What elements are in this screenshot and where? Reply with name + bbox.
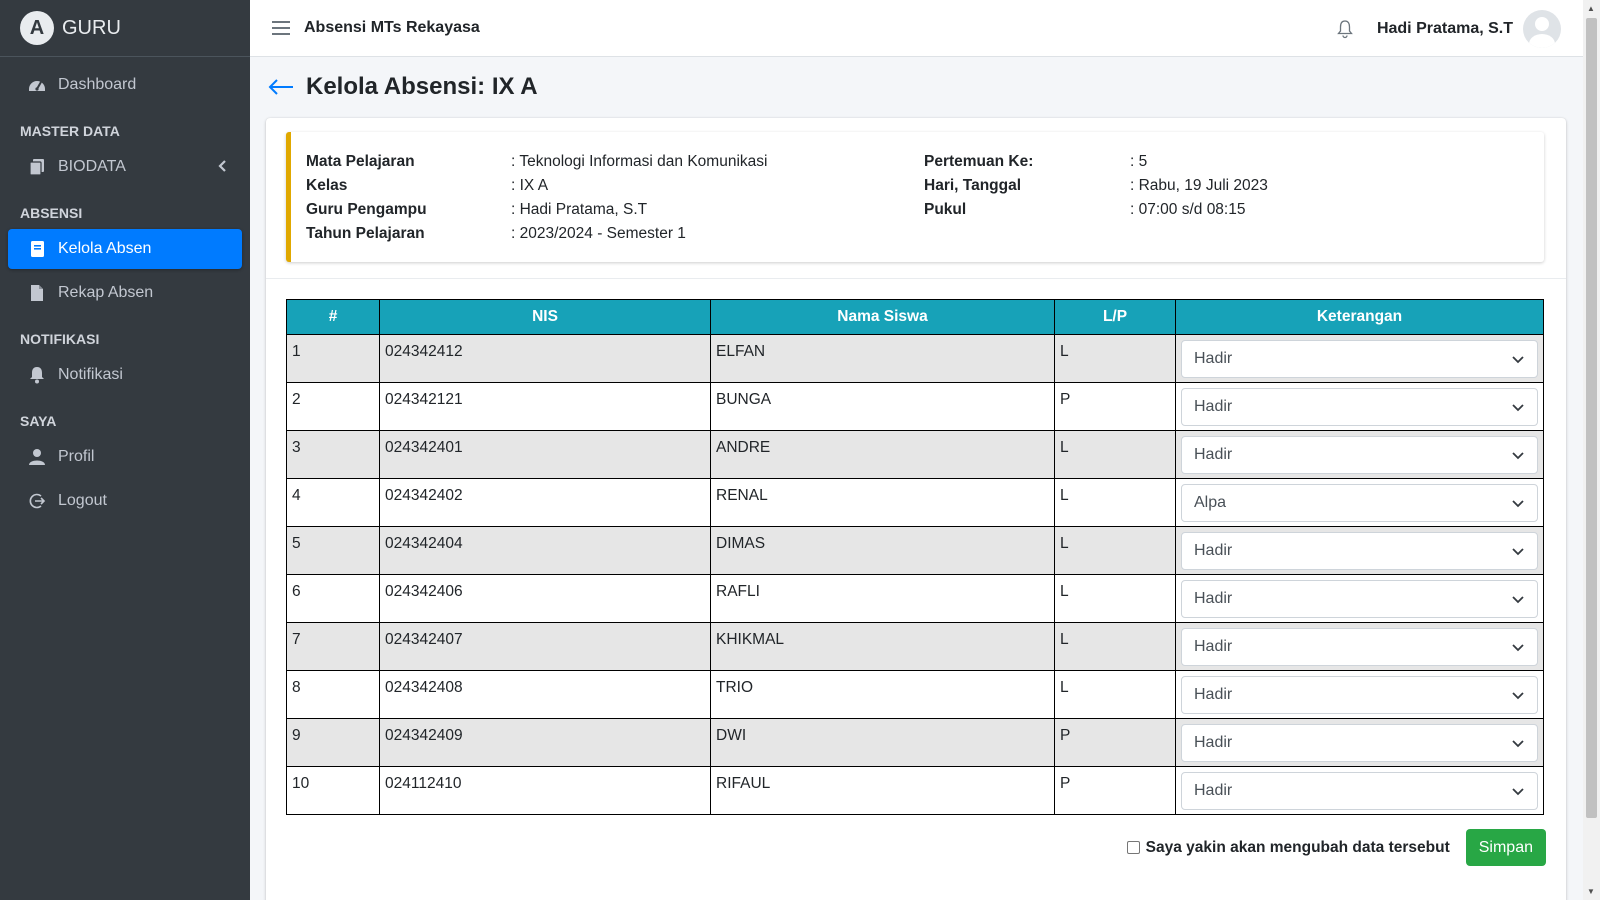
chevron-down-icon xyxy=(1511,496,1525,510)
bell-icon xyxy=(28,366,46,384)
cell-lp: L xyxy=(1055,479,1176,527)
col-header-nis: NIS xyxy=(380,300,711,335)
cell-nis: 024342401 xyxy=(380,431,711,479)
sidebar-item-kelola-absen[interactable] xyxy=(8,229,242,269)
app-title: Absensi MTs Rekayasa xyxy=(304,19,480,36)
cell-nis: 024342409 xyxy=(380,719,711,767)
col-header-lp: L/P xyxy=(1055,300,1176,335)
cell-lp: P xyxy=(1055,719,1176,767)
back-arrow-icon[interactable] xyxy=(268,74,294,100)
keterangan-select[interactable] xyxy=(1181,676,1538,714)
sidebar-item-dashboard[interactable] xyxy=(8,65,242,105)
cell-nis: 024342407 xyxy=(380,623,711,671)
select-value: Hadir xyxy=(1194,782,1233,799)
topbar-right xyxy=(1335,0,1561,57)
chevron-down-icon xyxy=(1511,592,1525,606)
cell-nama: BUNGA xyxy=(711,383,1055,431)
cell-lp: L xyxy=(1055,527,1176,575)
sidebar-item-profil[interactable] xyxy=(8,437,242,477)
info-value: : IX A xyxy=(511,177,549,194)
sidebar-section-notifikasi: NOTIFIKASI xyxy=(20,331,100,347)
sidebar-section-master-data: MASTER DATA xyxy=(20,123,120,139)
info-label: Tahun Pelajaran xyxy=(306,225,425,242)
table-row xyxy=(287,383,1544,431)
notification-bell-icon[interactable] xyxy=(1335,19,1355,39)
keterangan-select[interactable] xyxy=(1181,340,1538,378)
table-row xyxy=(287,479,1544,527)
info-value: : Hadi Pratama, S.T xyxy=(511,201,648,218)
file-icon xyxy=(28,284,46,302)
cell-no: 1 xyxy=(287,335,380,383)
col-header-keterangan: Keterangan xyxy=(1176,300,1544,335)
sidebar-item-logout[interactable] xyxy=(8,481,242,521)
cell-nama: DWI xyxy=(711,719,1055,767)
select-value: Hadir xyxy=(1194,686,1233,703)
menu-icon[interactable] xyxy=(272,21,290,35)
user-icon xyxy=(28,448,46,466)
info-left xyxy=(306,150,767,246)
info-label: Guru Pengampu xyxy=(306,201,427,218)
cell-nis: 024342408 xyxy=(380,671,711,719)
sidebar-section-absensi: ABSENSI xyxy=(20,205,83,221)
chevron-left-icon xyxy=(218,159,228,175)
sidebar-item-label: Kelola Absen xyxy=(58,240,152,257)
brand[interactable] xyxy=(0,0,250,57)
topbar xyxy=(250,0,1583,57)
col-header-no: # xyxy=(287,300,380,335)
page-title: Kelola Absensi: IX A xyxy=(306,73,538,100)
page-scrollbar[interactable] xyxy=(1583,0,1600,900)
info-label: Pukul xyxy=(924,201,967,218)
table-row xyxy=(287,527,1544,575)
save-button[interactable]: Simpan xyxy=(1466,829,1546,866)
scrollbar-thumb[interactable] xyxy=(1586,18,1597,818)
cell-no: 8 xyxy=(287,671,380,719)
table-row xyxy=(287,623,1544,671)
cell-lp: L xyxy=(1055,431,1176,479)
info-value: : 07:00 s/d 08:15 xyxy=(1130,201,1246,218)
cell-no: 9 xyxy=(287,719,380,767)
table-row xyxy=(287,719,1544,767)
info-value: : Rabu, 19 Juli 2023 xyxy=(1130,177,1268,194)
keterangan-select[interactable] xyxy=(1181,772,1538,810)
confirm-label[interactable]: Saya yakin akan mengubah data tersebut xyxy=(1145,838,1450,856)
cell-no: 6 xyxy=(287,575,380,623)
cell-nis: 024342404 xyxy=(380,527,711,575)
user-name[interactable]: Hadi Pratama, S.T xyxy=(1376,19,1513,37)
cell-no: 10 xyxy=(287,767,380,815)
cell-lp: L xyxy=(1055,335,1176,383)
chevron-down-icon xyxy=(1511,544,1525,558)
chevron-down-icon xyxy=(1511,784,1525,798)
sidebar xyxy=(0,0,250,900)
logout-icon xyxy=(28,492,46,510)
page-header xyxy=(250,57,1583,117)
sidebar-section-saya: SAYA xyxy=(20,413,57,429)
book-icon xyxy=(28,240,46,258)
table-row xyxy=(287,431,1544,479)
sidebar-item-label: Logout xyxy=(58,492,107,509)
sidebar-item-label: BIODATA xyxy=(58,158,126,175)
select-value: Alpa xyxy=(1194,494,1227,511)
info-label: Pertemuan Ke: xyxy=(924,153,1034,170)
keterangan-select[interactable] xyxy=(1181,388,1538,426)
attendance-card xyxy=(266,118,1566,900)
info-label: Hari, Tanggal xyxy=(924,177,1022,194)
chevron-down-icon xyxy=(1511,352,1525,366)
info-label: Mata Pelajaran xyxy=(306,153,415,170)
info-value: : 2023/2024 - Semester 1 xyxy=(511,225,686,242)
select-value: Hadir xyxy=(1194,398,1233,415)
cell-lp: P xyxy=(1055,383,1176,431)
cell-nis: 024342402 xyxy=(380,479,711,527)
cell-nama: RAFLI xyxy=(711,575,1055,623)
cell-nama: RENAL xyxy=(711,479,1055,527)
attendance-table xyxy=(286,299,1544,815)
cell-no: 4 xyxy=(287,479,380,527)
table-row xyxy=(287,335,1544,383)
table-row xyxy=(287,671,1544,719)
avatar[interactable] xyxy=(1523,10,1561,48)
select-value: Hadir xyxy=(1194,590,1233,607)
sidebar-item-notifikasi[interactable] xyxy=(8,355,242,395)
cell-lp: L xyxy=(1055,575,1176,623)
sidebar-item-biodata[interactable] xyxy=(8,147,242,187)
cell-nis: 024112410 xyxy=(380,767,711,815)
divider xyxy=(266,278,1566,279)
cell-nis: 024342406 xyxy=(380,575,711,623)
chevron-down-icon xyxy=(1511,640,1525,654)
copy-icon xyxy=(28,158,46,176)
scroll-up-arrow-icon[interactable]: ▲ xyxy=(1587,4,1595,13)
cell-no: 7 xyxy=(287,623,380,671)
select-value: Hadir xyxy=(1194,734,1233,751)
keterangan-select[interactable] xyxy=(1181,628,1538,666)
cell-nama: ELFAN xyxy=(711,335,1055,383)
sidebar-item-rekap-absen[interactable] xyxy=(8,273,242,313)
chevron-down-icon xyxy=(1511,448,1525,462)
info-value: : 5 xyxy=(1130,153,1148,170)
info-label: Kelas xyxy=(306,177,348,194)
info-right xyxy=(924,150,1268,222)
info-value: : Teknologi Informasi dan Komunikasi xyxy=(511,153,768,170)
cell-nama: RIFAUL xyxy=(711,767,1055,815)
keterangan-select[interactable] xyxy=(1181,436,1538,474)
sidebar-item-label: Profil xyxy=(58,448,95,465)
cell-lp: L xyxy=(1055,623,1176,671)
table-row xyxy=(287,767,1544,815)
cell-nama: KHIKMAL xyxy=(711,623,1055,671)
cell-no: 5 xyxy=(287,527,380,575)
brand-name: GURU xyxy=(62,16,121,39)
cell-no: 2 xyxy=(287,383,380,431)
cell-nis: 024342121 xyxy=(380,383,711,431)
cell-nama: ANDRE xyxy=(711,431,1055,479)
col-header-nama: Nama Siswa xyxy=(711,300,1055,335)
select-value: Hadir xyxy=(1194,638,1233,655)
cell-nama: TRIO xyxy=(711,671,1055,719)
table-row xyxy=(287,575,1544,623)
sidebar-item-label: Dashboard xyxy=(58,76,137,93)
cell-no: 3 xyxy=(287,431,380,479)
form-footer xyxy=(1127,829,1546,866)
scroll-down-arrow-icon[interactable]: ▼ xyxy=(1587,887,1595,896)
cell-nama: DIMAS xyxy=(711,527,1055,575)
select-value: Hadir xyxy=(1194,446,1233,463)
confirm-checkbox[interactable] xyxy=(1127,841,1140,854)
dashboard-icon xyxy=(28,76,46,94)
table-header-row xyxy=(287,300,1544,335)
chevron-down-icon xyxy=(1511,400,1525,414)
sidebar-item-label: Notifikasi xyxy=(58,366,123,383)
session-info xyxy=(286,132,1544,262)
keterangan-select[interactable] xyxy=(1181,580,1538,618)
brand-logo: A xyxy=(20,11,54,45)
sidebar-nav xyxy=(0,57,250,521)
keterangan-select[interactable] xyxy=(1181,532,1538,570)
chevron-down-icon xyxy=(1511,688,1525,702)
keterangan-select[interactable] xyxy=(1181,724,1538,762)
select-value: Hadir xyxy=(1194,542,1233,559)
select-value: Hadir xyxy=(1194,350,1233,367)
cell-lp: L xyxy=(1055,671,1176,719)
keterangan-select[interactable] xyxy=(1181,484,1538,522)
chevron-down-icon xyxy=(1511,736,1525,750)
sidebar-item-label: Rekap Absen xyxy=(58,284,154,301)
main-content xyxy=(250,57,1583,900)
cell-nis: 024342412 xyxy=(380,335,711,383)
cell-lp: P xyxy=(1055,767,1176,815)
